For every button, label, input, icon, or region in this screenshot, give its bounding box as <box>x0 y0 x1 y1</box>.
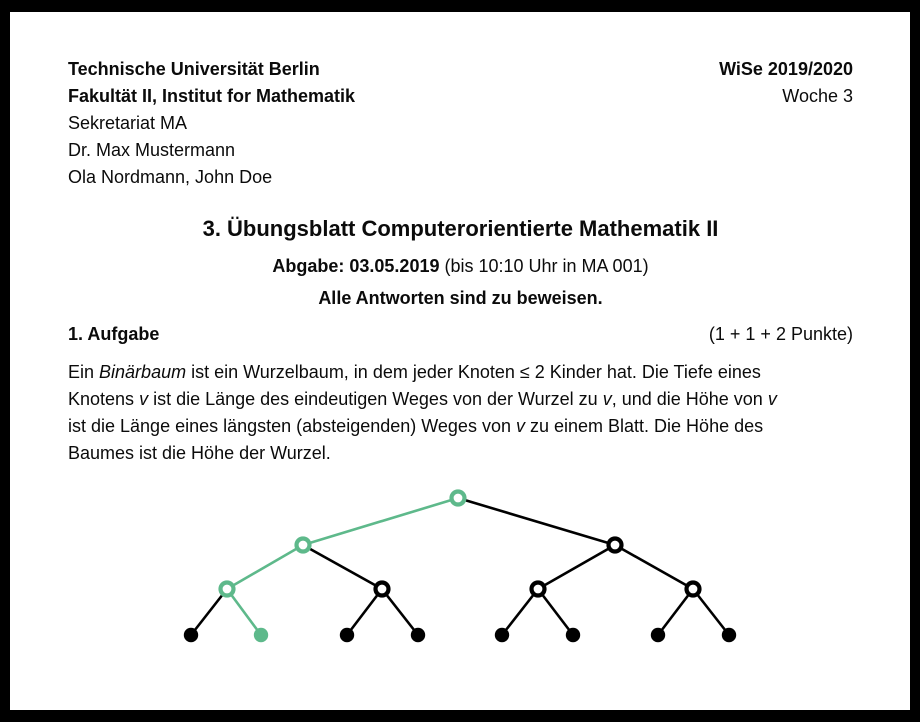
tree-edge <box>538 545 615 589</box>
text-segment: Knotens <box>68 389 140 409</box>
text-segment: Ein <box>68 362 100 382</box>
tree-edge <box>538 589 573 635</box>
semester-line: Woche 3 <box>782 86 853 106</box>
tree-internal-node <box>376 583 389 596</box>
task-points: (1 + 1 + 2 Punkte) <box>708 324 853 344</box>
tree-edge-highlighted <box>303 498 458 545</box>
institution-line: Technische Universität Berlin <box>68 59 320 79</box>
text-segment: , und die Höhe von <box>611 389 768 409</box>
tree-edge <box>693 589 729 635</box>
tree-leaf-node <box>411 628 425 642</box>
submission-details: (bis 10:10 Uhr in MA 001) <box>439 256 649 276</box>
tree-edge <box>382 589 418 635</box>
text-segment: ist ein Wurzelbaum, in dem jeder Knoten ≤ 2 Kinder hat. Die Tiefe eines <box>186 362 761 382</box>
task-row <box>68 321 853 348</box>
tree-leaf-node <box>566 628 580 642</box>
semester-block <box>719 56 853 191</box>
tree-edge <box>658 589 693 635</box>
italic-term: Binärbaum <box>99 362 187 382</box>
tree-edge <box>347 589 382 635</box>
tree-edge-highlighted <box>227 545 303 589</box>
italic-term: v <box>767 389 777 409</box>
task-label: 1. Aufgabe <box>68 324 160 344</box>
tree-internal-node-highlighted <box>297 539 310 552</box>
tree-edge <box>458 498 615 545</box>
text-segment: ist die Länge des eindeutigen Weges von der Wurzel zu <box>148 389 603 409</box>
tree-internal-node-highlighted <box>221 583 234 596</box>
tree-edge <box>615 545 693 589</box>
tree-leaf-node <box>340 628 354 642</box>
paragraph-line <box>68 359 853 386</box>
italic-term: v <box>602 389 612 409</box>
paragraph-line <box>68 413 853 440</box>
institution-block <box>68 56 355 191</box>
institution-line: Fakultät II, Institut for Mathematik <box>68 86 356 106</box>
italic-term: v <box>515 416 525 436</box>
document-page <box>10 12 910 710</box>
tree-edge <box>191 589 227 635</box>
binary-tree-diagram <box>178 484 743 649</box>
tree-edge <box>502 589 538 635</box>
tree-leaf-node <box>184 628 198 642</box>
sheet-title: 3. Übungsblatt Computerorientierte Mathematik II <box>202 216 719 241</box>
tree-leaf-node-highlighted <box>254 628 268 642</box>
task-paragraph <box>68 359 853 467</box>
tree-leaf-node <box>722 628 736 642</box>
text-segment: ist die Länge eines längsten (absteigenden) Weges von <box>68 416 516 436</box>
text-segment: zu einem Blatt. Die Höhe des <box>524 416 764 436</box>
semester-line: WiSe 2019/2020 <box>719 59 853 79</box>
tree-internal-node-highlighted <box>452 492 465 505</box>
tree-leaf-node <box>495 628 509 642</box>
paragraph-line <box>68 440 853 467</box>
text-segment: Baumes ist die Höhe der Wurzel. <box>68 443 331 463</box>
notice-line: Alle Antworten sind zu beweisen. <box>318 288 603 308</box>
submission-line <box>68 253 853 280</box>
submission-date: Abgabe: 03.05.2019 <box>272 256 440 276</box>
paragraph-line <box>68 386 853 413</box>
tree-internal-node <box>532 583 545 596</box>
institution-line: Ola Nordmann, John Doe <box>68 167 273 187</box>
tree-internal-node <box>687 583 700 596</box>
tree-internal-node <box>609 539 622 552</box>
tree-edge <box>303 545 382 589</box>
institution-line: Dr. Max Mustermann <box>68 140 236 160</box>
document-header <box>68 56 853 191</box>
italic-term: v <box>139 389 149 409</box>
tree-leaf-node <box>651 628 665 642</box>
institution-line: Sekretariat MA <box>68 113 188 133</box>
